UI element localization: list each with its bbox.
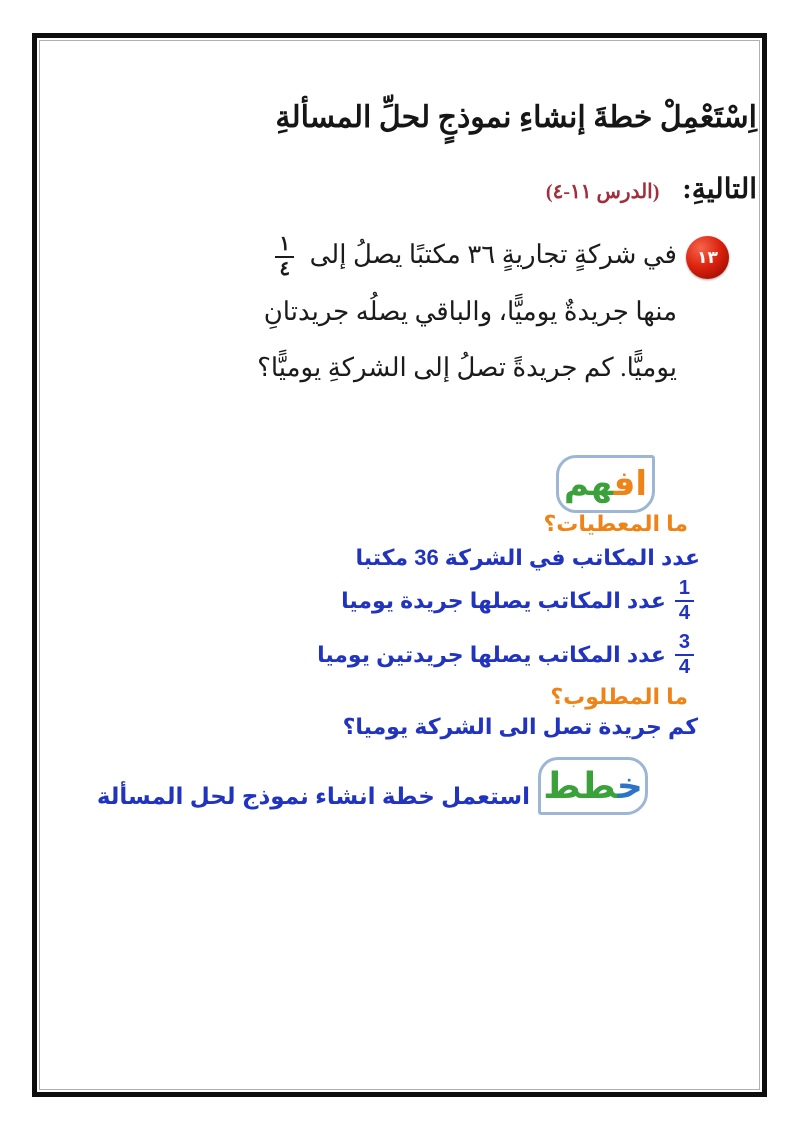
fraction-one-quarter <box>675 578 694 624</box>
given-question-label: ما المعطيات؟ <box>543 511 688 536</box>
problem-number: ١٣ <box>697 247 718 267</box>
problem-number-badge <box>686 236 729 279</box>
required-question-label: ما المطلوب؟ <box>550 684 688 709</box>
understand-badge-text-green: ‍هم <box>563 465 614 503</box>
given-item-three-quarters-text: عدد المكاتب يصلها جريدتين يوميا <box>317 642 666 667</box>
problem-line-3: يوميًّا. كم جريدةً تصلُ إلى الشركةِ يوميًّا؟ <box>257 353 677 382</box>
header-subtitle-label: التاليةِ: <box>682 174 757 205</box>
fraction-denominator: 4 <box>678 656 690 678</box>
fraction-numerator: 1 <box>675 578 694 602</box>
fraction-numerator: 3 <box>675 632 694 656</box>
fraction-denominator: 4 <box>678 602 690 624</box>
plan-badge-text-blue: خ‍ <box>616 765 643 806</box>
understand-badge-text-orange: اف‍ <box>613 465 648 503</box>
plan-step-badge <box>538 757 648 815</box>
header-title: اِسْتَعْمِلْ خطةَ إنشاءِ نموذجٍ لحلِّ المسألةِ <box>275 101 757 134</box>
required-text: كم جريدة تصل الى الشركة يوميا؟ <box>342 714 698 739</box>
fraction-one-quarter-arabic <box>275 234 294 280</box>
given-item-offices-count: عدد المكاتب في الشركة 36 مكتبا <box>355 545 700 570</box>
given-item-three-quarters <box>317 632 694 678</box>
given-item-quarter-text: عدد المكاتب يصلها جريدة يوميا <box>341 588 666 613</box>
header-subtitle <box>546 172 757 206</box>
lesson-reference: (الدرس ١١-٤) <box>545 181 660 203</box>
given-item-quarter <box>341 578 694 624</box>
fraction-numerator: ١ <box>275 234 294 258</box>
problem-line-1 <box>275 234 677 280</box>
plan-strategy-text: استعمل خطة انشاء نموذج لحل المسألة <box>96 783 530 809</box>
fraction-denominator: ٤ <box>279 258 291 280</box>
plan-badge-text-green: ‍طط <box>543 765 617 806</box>
fraction-three-quarters <box>675 632 694 678</box>
problem-line-2: منها جريدةٌ يوميًّا، والباقي يصلُه جريدتانِ <box>263 297 677 326</box>
problem-line-1-text: في شركةٍ تجاريةٍ ٣٦ مكتبًا يصلُ إلى <box>309 239 677 269</box>
understand-step-badge <box>556 455 655 513</box>
